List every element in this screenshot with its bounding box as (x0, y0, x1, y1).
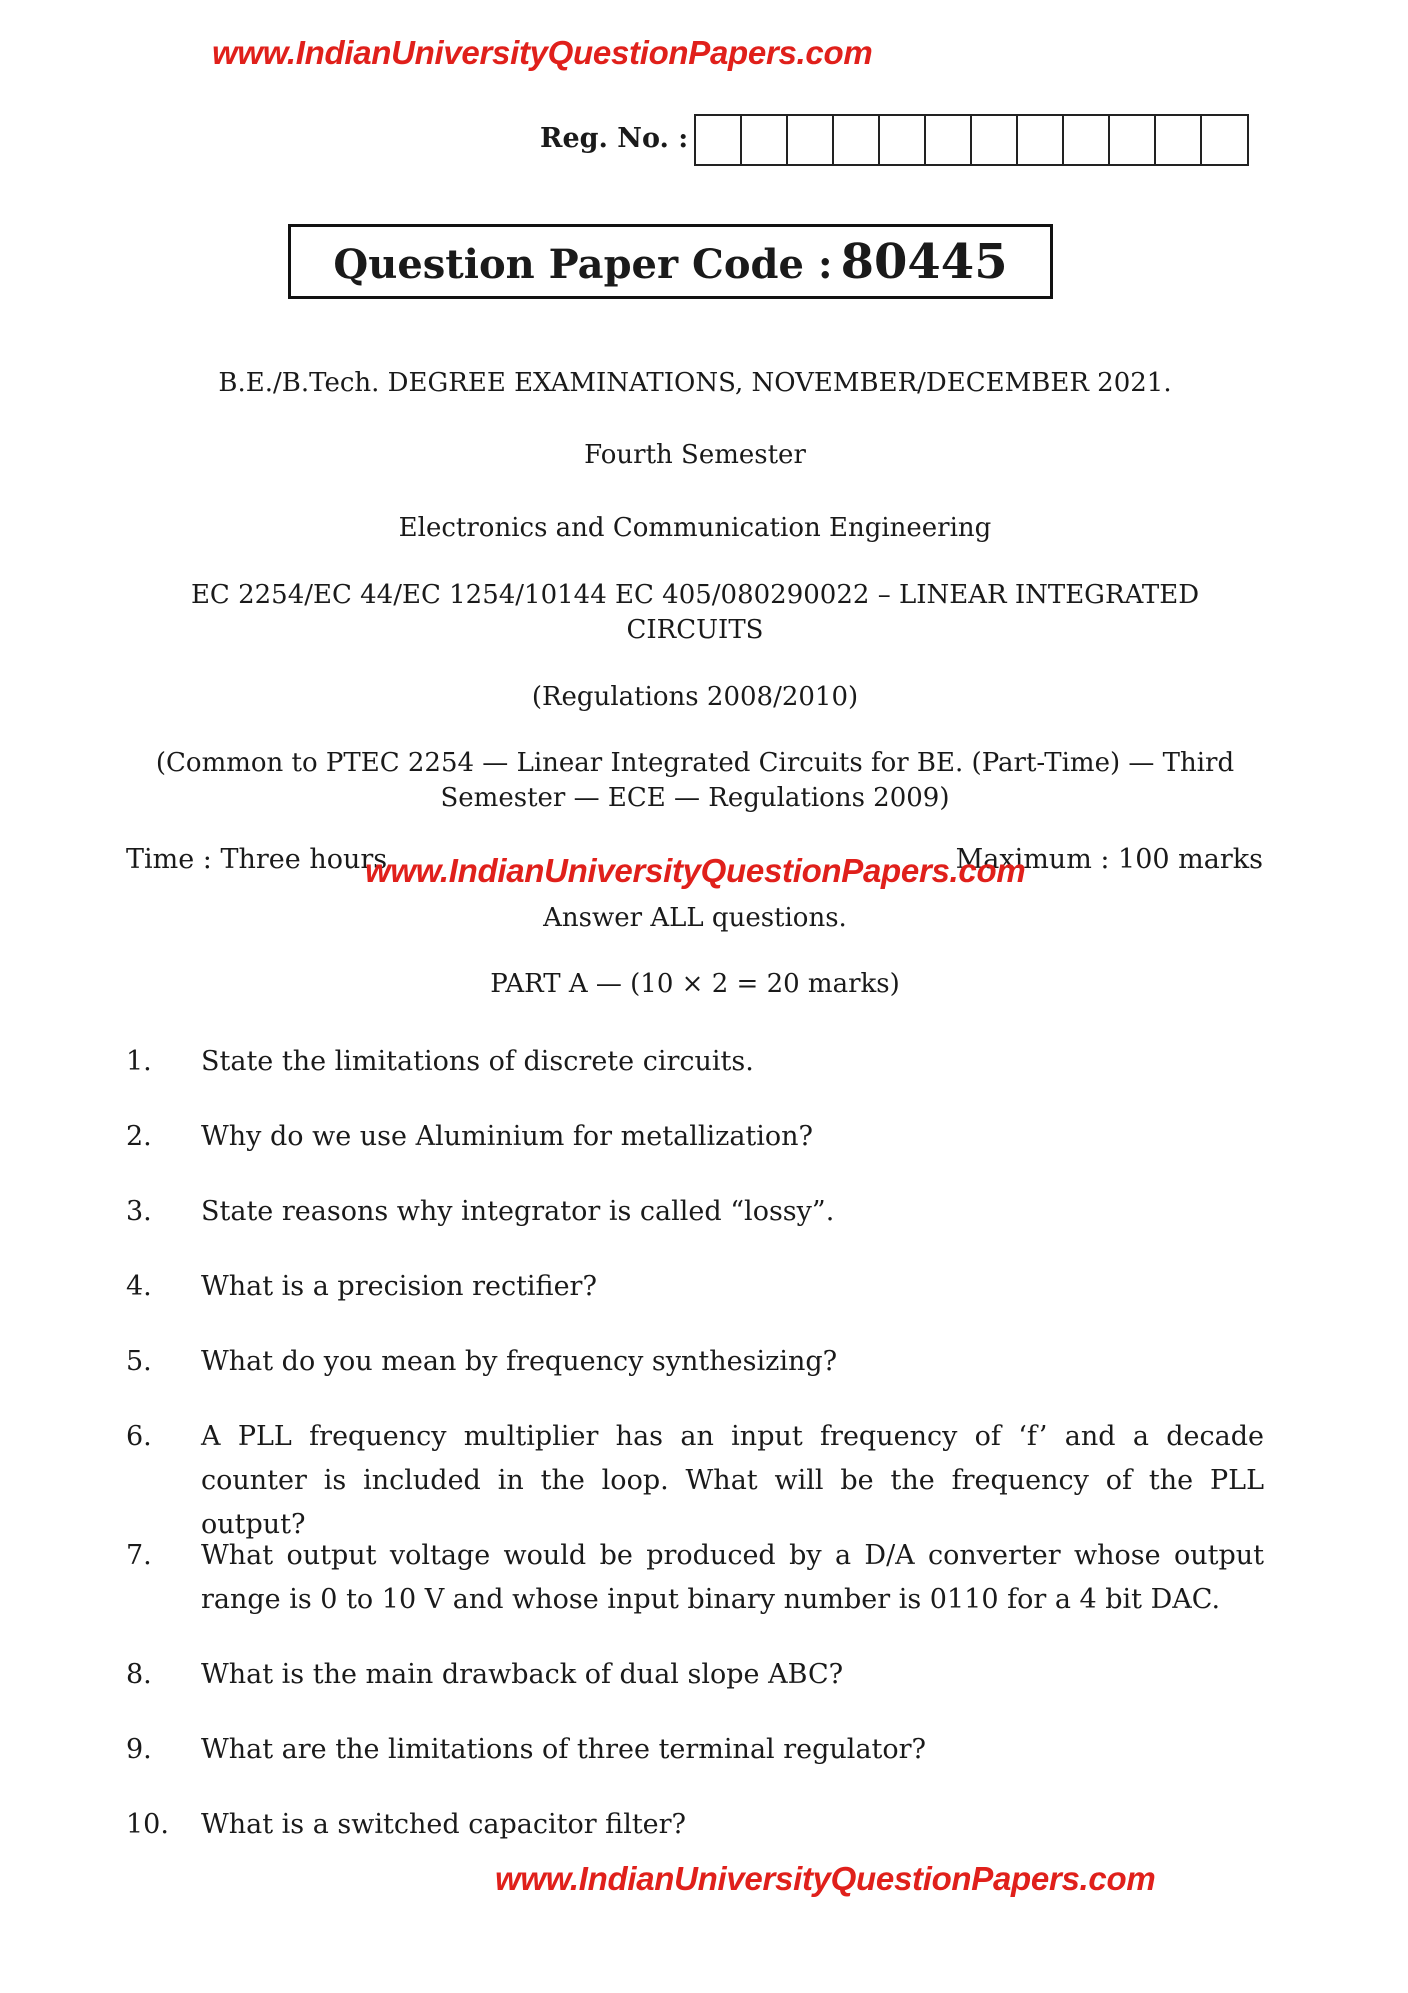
watermark-top: www.IndianUniversityQuestionPapers.com (212, 34, 873, 71)
question-number: 3. (126, 1196, 152, 1227)
question-text: What output voltage would be produced by a D/A converter whose output range is 0 to 10 V and whose input binary number is 0110 for a 4 bit DAC. (201, 1540, 1264, 1615)
reg-no-box (696, 116, 742, 164)
course-title-line-2: CIRCUITS (626, 615, 764, 645)
question-item (126, 1415, 1264, 1547)
question-number: 7. (126, 1540, 152, 1571)
question-item (126, 1803, 1264, 1847)
question-item (126, 1265, 1264, 1309)
question-item (126, 1653, 1264, 1697)
question-number: 4. (126, 1271, 152, 1302)
common-note-line-1: (Common to PTEC 2254 — Linear Integrated Circuits for BE. (Part-Time) — Third (155, 748, 1235, 778)
reg-no-box (1156, 116, 1202, 164)
common-note-line-2: Semester — ECE — Regulations 2009) (440, 783, 950, 813)
reg-no-box (834, 116, 880, 164)
watermark-middle: www.IndianUniversityQuestionPapers.com (365, 852, 1026, 889)
question-number: 5. (126, 1346, 152, 1377)
reg-no-box (1018, 116, 1064, 164)
question-number: 9. (126, 1734, 152, 1765)
question-item (126, 1115, 1264, 1159)
question-item (126, 1190, 1264, 1234)
exam-title: B.E./B.Tech. DEGREE EXAMINATIONS, NOVEMBER/DECEMBER 2021. (218, 368, 1172, 398)
question-text: What is a switched capacitor filter? (201, 1809, 687, 1840)
watermark-bottom: www.IndianUniversityQuestionPapers.com (495, 1860, 1156, 1897)
reg-no-box (880, 116, 926, 164)
question-number: 2. (126, 1121, 152, 1152)
question-number: 1. (126, 1046, 152, 1077)
reg-no-box (972, 116, 1018, 164)
course-title-line-1: EC 2254/EC 44/EC 1254/10144 EC 405/080290022 – LINEAR INTEGRATED (190, 580, 1200, 610)
part-a-heading: PART A — (10 × 2 = 20 marks) (490, 969, 900, 999)
reg-no-box (788, 116, 834, 164)
reg-no-box (1064, 116, 1110, 164)
question-item (126, 1728, 1264, 1772)
question-text: What do you mean by frequency synthesizing? (201, 1346, 838, 1377)
semester: Fourth Semester (584, 440, 806, 470)
question-text: What are the limitations of three terminal regulator? (201, 1734, 927, 1765)
question-item (126, 1040, 1264, 1084)
question-text: Why do we use Aluminium for metallization? (201, 1121, 814, 1152)
question-text: State the limitations of discrete circuits. (201, 1046, 754, 1077)
reg-no-box (742, 116, 788, 164)
maximum-marks: Maximum : 100 marks (955, 844, 1263, 875)
instruction: Answer ALL questions. (543, 903, 847, 933)
question-item (126, 1534, 1264, 1622)
reg-no-label: Reg. No. : (540, 123, 689, 154)
question-number: 6. (126, 1421, 152, 1452)
question-text: A PLL frequency multiplier has an input frequency of ‘f’ and a decade counter is included in the loop. What will be the frequency of the PLL output? (201, 1421, 1264, 1540)
common-note (120, 746, 1270, 816)
question-item (126, 1340, 1264, 1384)
question-text: State reasons why integrator is called “lossy”. (201, 1196, 835, 1227)
regulations: (Regulations 2008/2010) (531, 682, 859, 712)
reg-no-boxes (694, 114, 1249, 166)
paper-code-value: 80445 (840, 234, 1008, 290)
paper-code-label: Question Paper Code : (333, 241, 833, 288)
time-duration: Time : Three hours (126, 844, 388, 875)
question-text: What is a precision rectifier? (201, 1271, 597, 1302)
question-text: What is the main drawback of dual slope ABC? (201, 1659, 844, 1690)
reg-no-box (1202, 116, 1249, 164)
reg-no-box (926, 116, 972, 164)
question-number: 8. (126, 1659, 152, 1690)
question-paper-code-box (288, 224, 1053, 299)
department: Electronics and Communication Engineering (398, 513, 992, 543)
course-title (120, 578, 1270, 648)
reg-no-box (1110, 116, 1156, 164)
question-number: 10. (126, 1809, 169, 1840)
